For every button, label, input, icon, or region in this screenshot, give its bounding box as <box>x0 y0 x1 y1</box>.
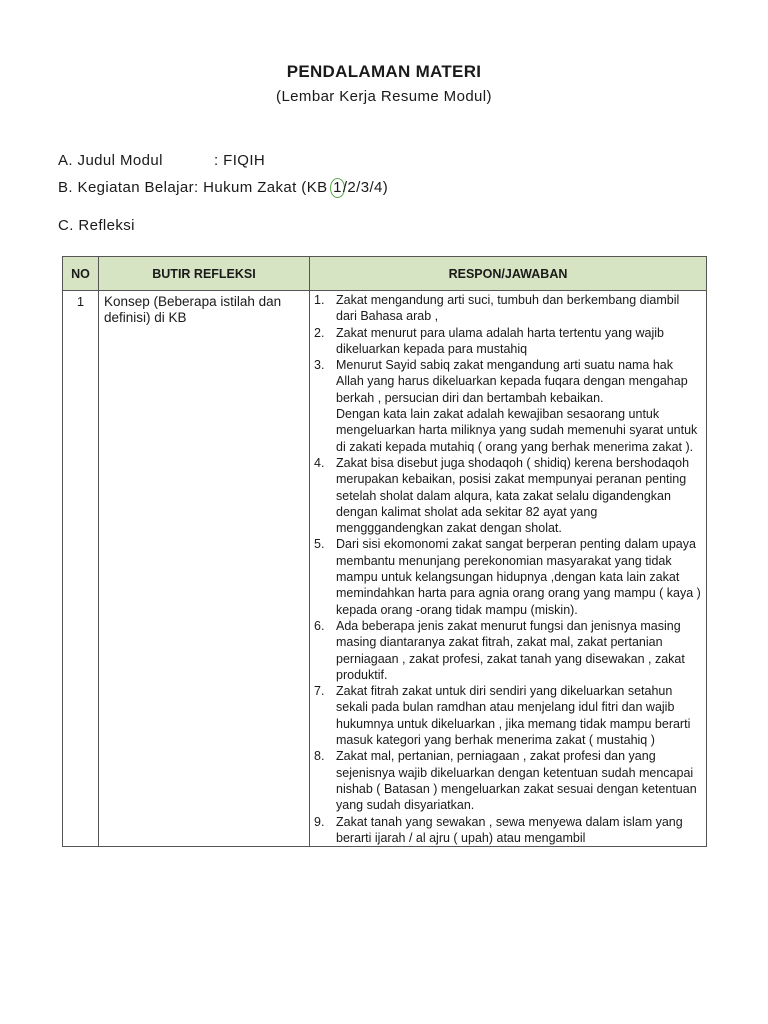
judul-modul-value: : FIQIH <box>214 152 266 169</box>
kegiatan-belajar-value <box>194 179 388 196</box>
item-number: 6. <box>314 618 325 633</box>
refleksi-heading: C. Refleksi <box>58 217 135 234</box>
list-item <box>314 357 702 455</box>
item-number: 2. <box>314 325 325 340</box>
item-number: 7. <box>314 684 325 699</box>
list-item <box>314 292 702 325</box>
kegiatan-value-text: : Hukum Zakat (KB <box>194 179 333 196</box>
item-number: 3. <box>314 358 325 373</box>
list-item <box>314 618 702 683</box>
header-respon-jawaban: RESPON/JAWABAN <box>310 257 707 291</box>
kb-selected-circle: 1 <box>330 178 345 198</box>
item-text-continued: Dengan kata lain zakat adalah kewajiban sesaorang untuk mengeluarkan harta miliknya yang sudah memenuhi syarat untuk di zakati kepada mutahiq ( orang yang berhak menerima zakat ). <box>336 407 698 454</box>
item-text: Dari sisi ekomonomi zakat sangat berperan penting dalam upaya membantu menunjang perekonomian masyarakat yang tidak mampu untuk kelangsungan hidupnya ,dengan kata lain zakat memindahkan harta para agnia orang orang yang mampu ( kaya ) kepada orang -orang tidak mampu (miskin). <box>336 537 701 617</box>
list-item <box>314 748 702 813</box>
item-number: 8. <box>314 749 325 764</box>
item-text: Zakat bisa disebut juga shodaqoh ( shidiq) kerena bershodaqoh merupakan kebaikan, posisi zakat mempunyai peranan penting setelah sholat dalam alqura, kata zakat selalu digandengkan dengan kalimat sholat ada sekitar 82 ayat yang mengggandengkan zakat dengan sholat. <box>336 455 690 536</box>
judul-modul-row <box>58 152 266 169</box>
header-butir-refleksi: BUTIR REFLEKSI <box>99 257 310 291</box>
list-item <box>314 683 702 748</box>
item-number: 1. <box>314 293 325 307</box>
item-number: 4. <box>314 455 325 470</box>
table-header-row <box>63 257 707 291</box>
list-item <box>314 325 702 358</box>
page-title: PENDALAMAN MATERI <box>286 62 482 81</box>
row-butir: Konsep (Beberapa istilah dan definisi) di KB <box>99 291 310 847</box>
item-number: 5. <box>314 537 325 552</box>
item-text: Zakat mal, pertanian, perniagaan , zakat profesi dan yang sejenisnya wajib dikeluarkan dengan ketentuan sudah mencapai nishab ( Batasan ) mengeluarkan zakat sesuai dengan ketentuan yang sudah disyariatkan. <box>336 749 697 813</box>
item-text: Ada beberapa jenis zakat menurut fungsi dan jenisnya masing masing diantaranya zakat fitrah, zakat mal, zakat pertanian perniagaan , zakat profesi, zakat tanah yang disewakan , zakat produktif. <box>336 618 685 682</box>
row-respon <box>310 291 707 847</box>
judul-modul-label: A. Judul Modul <box>58 152 163 169</box>
kegiatan-belajar-label: B. Kegiatan Belajar <box>58 179 195 196</box>
list-item <box>314 536 702 617</box>
item-text: Zakat mengandung arti suci, tumbuh dan berkembang diambil dari Bahasa arab , <box>336 293 680 324</box>
list-item <box>314 455 702 536</box>
item-text: Zakat tanah yang sewakan , sewa menyewa dalam islam yang berarti ijarah / al ajru ( upah) atau mengambil <box>336 814 683 845</box>
page-subtitle: (Lembar Kerja Resume Modul) <box>276 88 492 105</box>
kegiatan-value-text-end: /2/3/4) <box>342 179 389 196</box>
list-item <box>314 814 702 847</box>
header-no: NO <box>63 257 99 291</box>
item-text: Zakat fitrah zakat untuk diri sendiri yang dikeluarkan setahun sekali pada bulan ramdhan atau menjelang idul fitri dan wajib hukumnya untuk dikeluarkan , jika memang tidak mampu berarti masuk kategori yang berhak menerima zakat ( mustahiq ) <box>336 684 691 748</box>
respon-list <box>314 292 702 846</box>
item-text: Menurut Sayid sabiq zakat mengandung arti suatu nama hak Allah yang harus dikeluarkan kepada fuqara dengan mengahap berkah , persucian diri dan bertambah kebaikan. <box>336 358 688 405</box>
item-number: 9. <box>314 814 325 829</box>
item-text: Zakat menurut para ulama adalah harta tertentu yang wajib dikeluarkan kepada para mustahiq <box>336 325 664 356</box>
kegiatan-belajar-row <box>58 178 388 198</box>
refleksi-table <box>62 256 707 847</box>
row-number: 1 <box>63 291 99 847</box>
table-row <box>63 291 707 847</box>
